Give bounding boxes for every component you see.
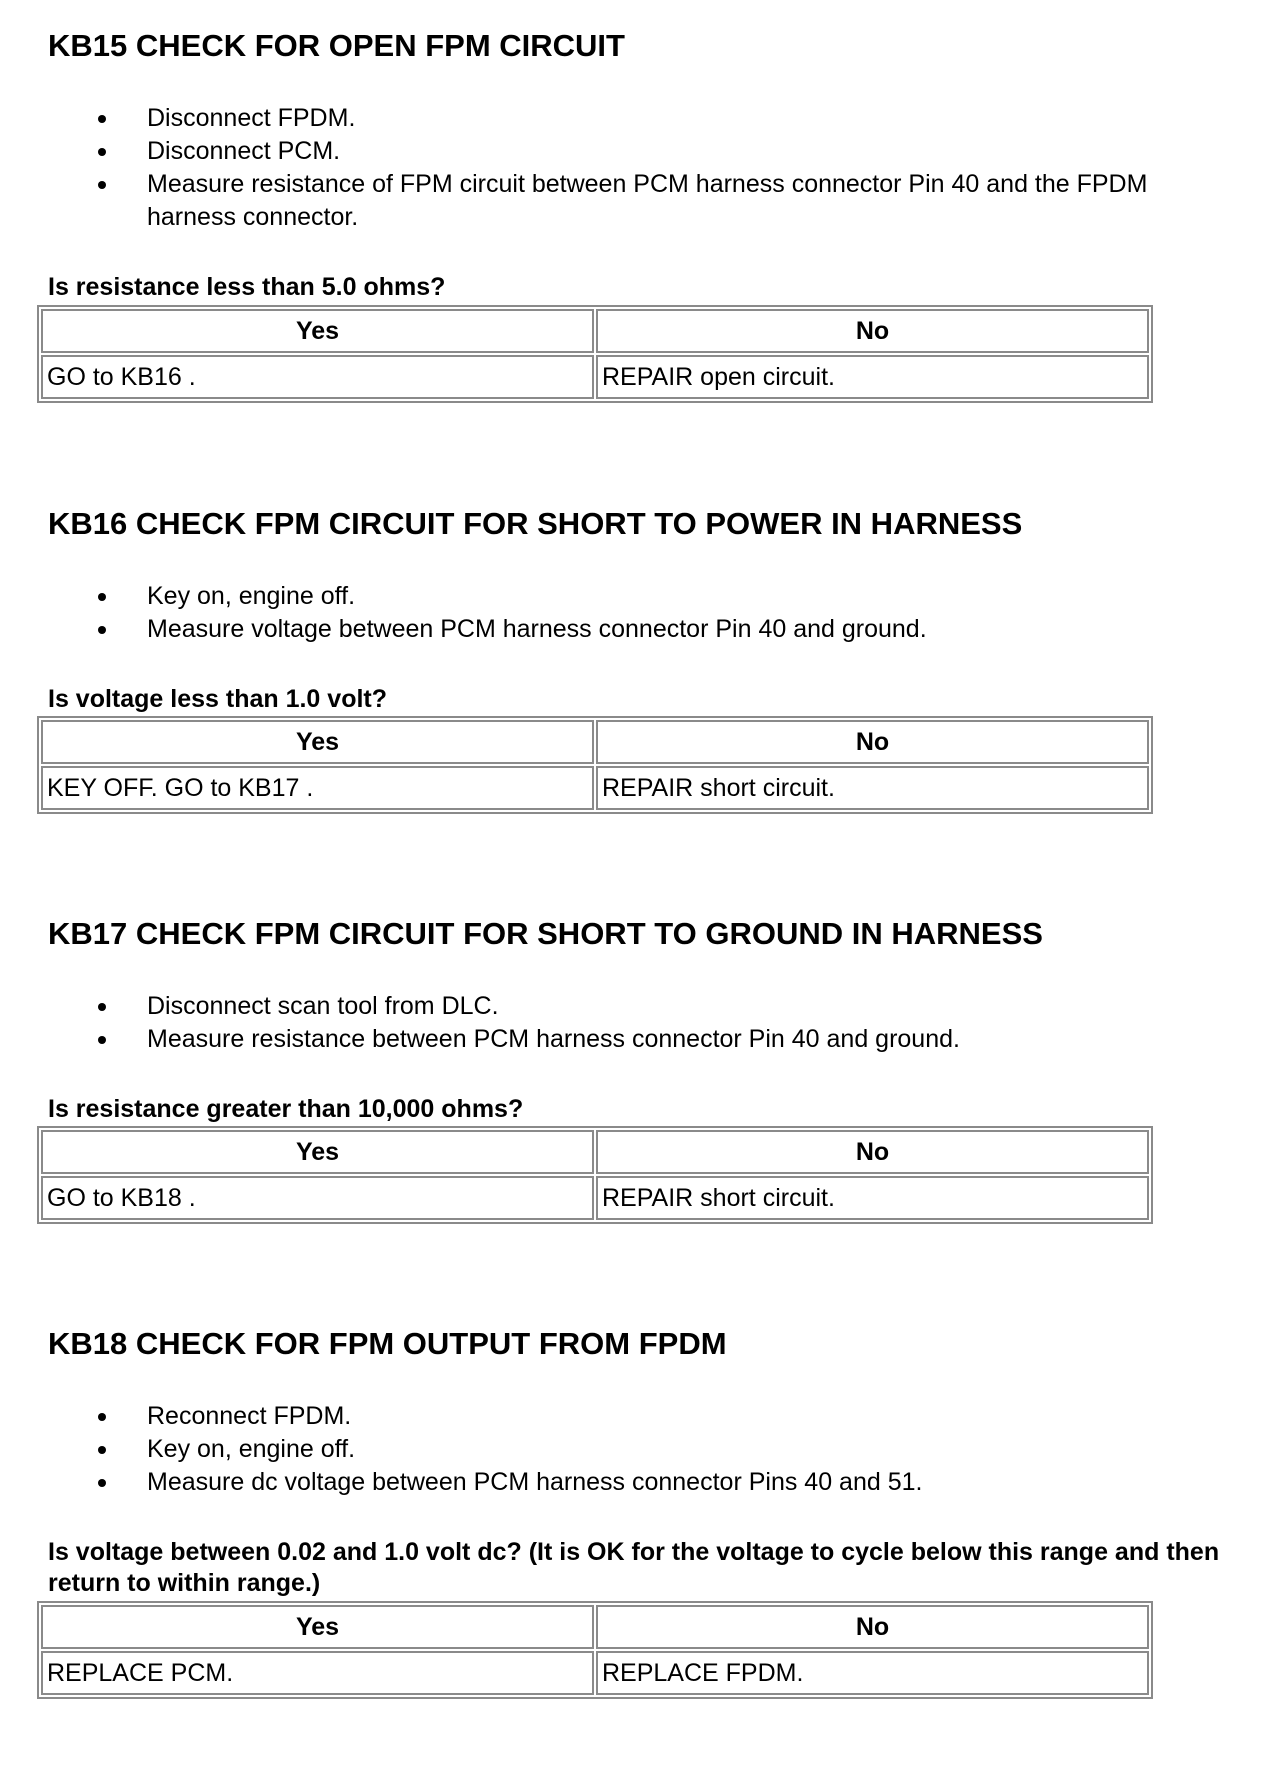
- step-text: Measure voltage between PCM harness connector Pin 40 and ground.: [147, 615, 927, 643]
- step-text: Key on, engine off.: [147, 582, 356, 610]
- section-title: KB18 CHECK FOR FPM OUTPUT FROM FPDM: [48, 1326, 727, 1361]
- step-item: [0, 102, 1177, 135]
- step-item: [0, 580, 1177, 613]
- step-text: Measure dc voltage between PCM harness connector Pins 40 and 51.: [147, 1468, 923, 1496]
- section-title: KB15 CHECK FOR OPEN FPM CIRCUIT: [48, 28, 625, 63]
- step-text: Disconnect PCM.: [147, 137, 341, 165]
- decision-table: [37, 716, 1153, 814]
- step-text: Measure resistance of FPM circuit between PCM harness connector Pin 40 and the FPDM harness connector.: [147, 170, 1148, 231]
- decision-question: Is voltage between 0.02 and 1.0 volt dc? (It is OK for the voltage to cycle below this range and then return to within range.): [48, 1538, 1220, 1597]
- step-list: [0, 1400, 1177, 1499]
- bullet-icon: [98, 181, 106, 189]
- yes-header: Yes: [41, 720, 594, 764]
- step-item: [0, 1466, 1177, 1499]
- decision-question: Is resistance less than 5.0 ohms?: [48, 273, 446, 301]
- yes-header: Yes: [41, 1130, 594, 1174]
- no-action: REPLACE FPDM.: [596, 1651, 1149, 1695]
- bullet-icon: [98, 1413, 106, 1421]
- bullet-icon: [98, 1479, 106, 1487]
- yes-header: Yes: [41, 309, 594, 353]
- table-header-row: [41, 1130, 1149, 1174]
- bullet-icon: [98, 1036, 106, 1044]
- no-header: No: [596, 1605, 1149, 1649]
- no-action: REPAIR short circuit.: [596, 1176, 1149, 1220]
- table-row: [41, 355, 1149, 399]
- table-header-row: [41, 720, 1149, 764]
- yes-action: REPLACE PCM.: [41, 1651, 594, 1695]
- step-item: [0, 1400, 1177, 1433]
- bullet-icon: [98, 115, 106, 123]
- step-item: [0, 990, 1177, 1023]
- no-header: No: [596, 309, 1149, 353]
- decision-table: [37, 1601, 1153, 1699]
- step-list: [0, 990, 1177, 1056]
- section-title: KB17 CHECK FPM CIRCUIT FOR SHORT TO GROUND IN HARNESS: [48, 916, 1043, 951]
- step-text: Disconnect FPDM.: [147, 104, 356, 132]
- no-header: No: [596, 720, 1149, 764]
- table-header-row: [41, 309, 1149, 353]
- yes-action: GO to KB18 .: [41, 1176, 594, 1220]
- no-action: REPAIR open circuit.: [596, 355, 1149, 399]
- step-item: [0, 135, 1177, 168]
- section-title: KB16 CHECK FPM CIRCUIT FOR SHORT TO POWER IN HARNESS: [48, 506, 1023, 541]
- step-list: [0, 102, 1177, 234]
- step-text: Measure resistance between PCM harness connector Pin 40 and ground.: [147, 1025, 960, 1053]
- table-row: [41, 1651, 1149, 1695]
- no-action: REPAIR short circuit.: [596, 766, 1149, 810]
- bullet-icon: [98, 148, 106, 156]
- step-list: [0, 580, 1177, 646]
- table-row: [41, 1176, 1149, 1220]
- step-text: Disconnect scan tool from DLC.: [147, 992, 499, 1020]
- step-item: [0, 1433, 1177, 1466]
- step-item: [0, 613, 1177, 646]
- bullet-icon: [98, 1003, 106, 1011]
- table-row: [41, 766, 1149, 810]
- step-text: Key on, engine off.: [147, 1435, 356, 1463]
- decision-table: [37, 1126, 1153, 1224]
- step-item: [0, 168, 1177, 234]
- step-text: Reconnect FPDM.: [147, 1402, 352, 1430]
- step-item: [0, 1023, 1177, 1056]
- yes-action: GO to KB16 .: [41, 355, 594, 399]
- decision-question: Is voltage less than 1.0 volt?: [48, 685, 388, 713]
- bullet-icon: [98, 593, 106, 601]
- yes-header: Yes: [41, 1605, 594, 1649]
- table-header-row: [41, 1605, 1149, 1649]
- bullet-icon: [98, 1446, 106, 1454]
- yes-action: KEY OFF. GO to KB17 .: [41, 766, 594, 810]
- no-header: No: [596, 1130, 1149, 1174]
- bullet-icon: [98, 626, 106, 634]
- decision-table: [37, 305, 1153, 403]
- decision-question: Is resistance greater than 10,000 ohms?: [48, 1095, 524, 1123]
